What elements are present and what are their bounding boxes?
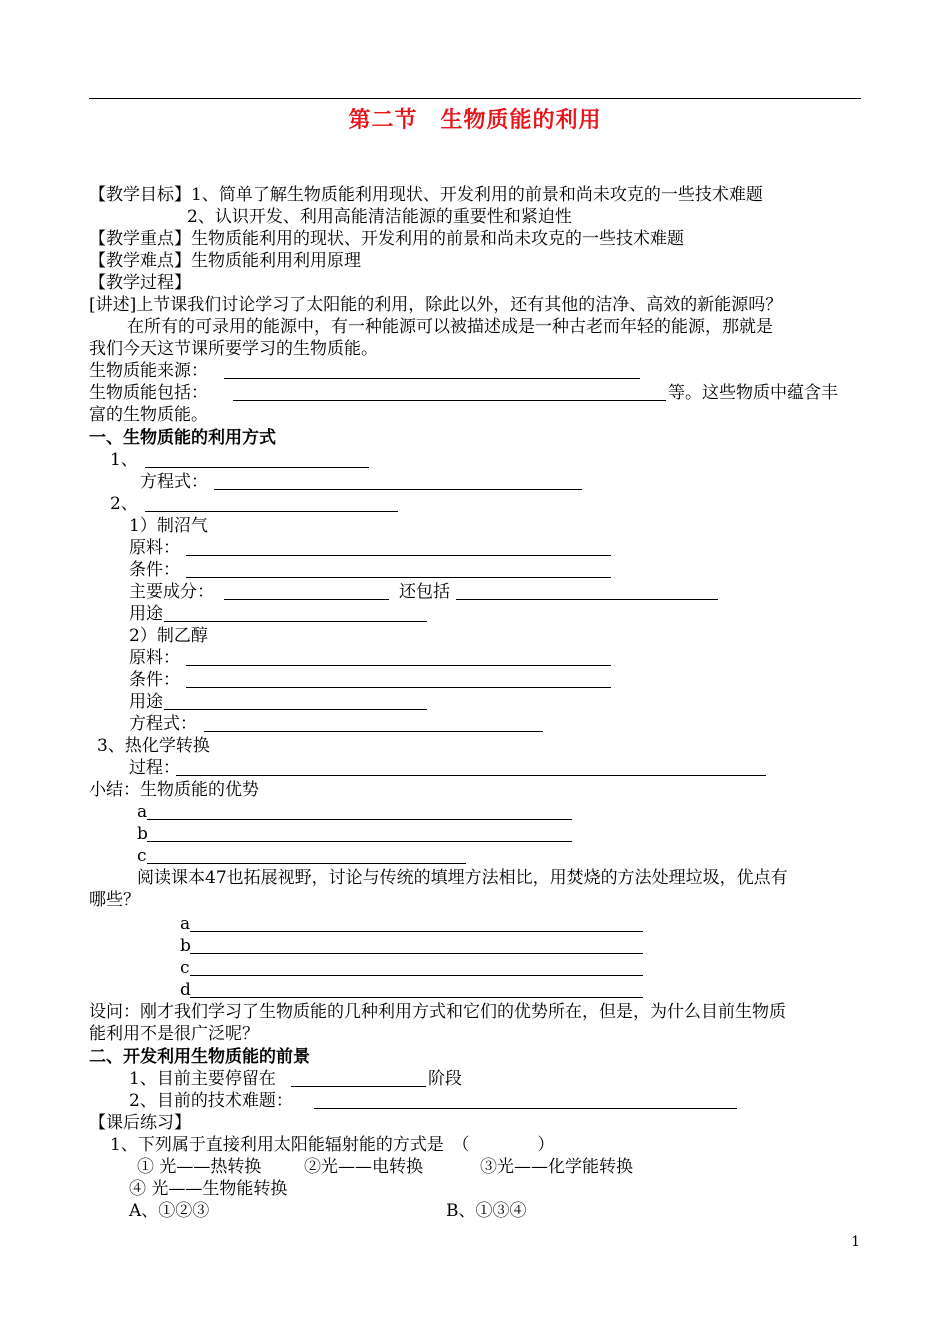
summary-b-label: b	[137, 824, 148, 844]
method-2-blank[interactable]	[145, 511, 398, 512]
biogas-condition-blank[interactable]	[186, 577, 611, 578]
equation-1-blank[interactable]	[214, 489, 582, 490]
summary-a-label: a	[137, 802, 148, 822]
intro-paragraph-line-2: 我们今天这节课所要学习的生物质能。	[89, 339, 378, 359]
teaching-process-heading: 【教学过程】	[89, 273, 191, 293]
summary-c-blank[interactable]	[147, 863, 466, 864]
reading-d-label: d	[180, 980, 191, 1000]
biogas-use-label: 用途	[129, 604, 163, 624]
biomass-include-blank[interactable]	[233, 400, 666, 401]
biomass-include-tail: 等。这些物质中蕴含丰	[668, 383, 838, 403]
biogas-use-blank[interactable]	[164, 621, 427, 622]
ethanol-condition-label: 条件：	[129, 670, 180, 690]
option-4: ④ 光——生物能转换	[129, 1179, 288, 1199]
reading-c-label: c	[180, 958, 190, 978]
reading-d-blank[interactable]	[190, 997, 643, 998]
ethanol-raw-label: 原料：	[129, 648, 180, 668]
section-2-heading: 二、开发利用生物质能的前景	[89, 1047, 310, 1067]
equation-2-label: 方程式：	[129, 714, 197, 734]
homework-heading: 【课后练习】	[89, 1113, 191, 1133]
lecture-paragraph: [讲述]上节课我们讨论学习了太阳能的利用，除此以外，还有其他的洁净、高效的新能源吗？	[89, 295, 783, 315]
reading-a-label: a	[180, 914, 191, 934]
method-1-blank[interactable]	[145, 467, 369, 468]
summary-a-blank[interactable]	[147, 819, 572, 820]
question-paragraph-line-2: 能利用不是很广泛呢？	[89, 1024, 259, 1044]
ethanol-use-blank[interactable]	[164, 709, 427, 710]
answer-choice-a: A、①②③	[129, 1201, 210, 1221]
page-number: 1	[851, 1234, 860, 1250]
biogas-component-label: 主要成分：	[129, 582, 214, 602]
biogas-raw-label: 原料：	[129, 538, 180, 558]
reading-a-blank[interactable]	[190, 931, 643, 932]
biomass-source-label: 生物质能来源：	[89, 361, 208, 381]
method-1-label: 1、	[110, 450, 138, 470]
equation-1-label: 方程式：	[140, 472, 208, 492]
process-label: 过程：	[129, 758, 180, 778]
summary-heading: 小结：生物质能的优势	[89, 780, 259, 800]
reading-paragraph-line-2: 哪些？	[89, 890, 140, 910]
teaching-goal-1: 【教学目标】1、简单了解生物质能利用现状、开发利用的前景和尚未攻克的一些技术难题	[89, 185, 763, 205]
biogas-raw-blank[interactable]	[186, 555, 611, 556]
question-paragraph-line-1: 设问：刚才我们学习了生物质能的几种利用方式和它们的优势所在，但是，为什么目前生物质	[89, 1002, 786, 1022]
summary-c-label: c	[137, 846, 147, 866]
homework-question-1: 1、下列属于直接利用太阳能辐射能的方式是 （ ）	[110, 1135, 555, 1155]
biogas-heading: 1）制沼气	[129, 516, 208, 536]
option-3: ③光——化学能转换	[480, 1157, 633, 1177]
process-blank[interactable]	[176, 775, 766, 776]
ethanol-use-label: 用途	[129, 692, 163, 712]
biomass-include-line-2: 富的生物质能。	[89, 405, 208, 425]
ethanol-raw-blank[interactable]	[186, 665, 611, 666]
biomass-include-label: 生物质能包括：	[89, 383, 208, 403]
reading-paragraph-line-1: 阅读课本47也拓展视野，讨论与传统的填埋方法相比，用焚烧的方法处理垃圾，优点有	[137, 868, 788, 888]
reading-b-blank[interactable]	[190, 953, 643, 954]
page-title: 第二节 生物质能的利用	[348, 108, 602, 133]
prospect-2-label: 2、目前的技术难题：	[129, 1091, 293, 1111]
biogas-condition-label: 条件：	[129, 560, 180, 580]
prospect-2-blank[interactable]	[314, 1108, 737, 1109]
prospect-1-blank[interactable]	[291, 1086, 426, 1087]
prospect-1-label: 1、目前主要停留在	[129, 1069, 276, 1089]
reading-b-label: b	[180, 936, 191, 956]
section-1-heading: 一、生物质能的利用方式	[89, 428, 276, 448]
equation-2-blank[interactable]	[204, 731, 543, 732]
biogas-also-blank[interactable]	[456, 599, 718, 600]
header-rule	[89, 98, 861, 99]
option-1: ① 光——热转换	[137, 1157, 262, 1177]
ethanol-condition-blank[interactable]	[186, 687, 611, 688]
reading-c-blank[interactable]	[190, 975, 643, 976]
prospect-1-tail: 阶段	[428, 1069, 462, 1089]
biogas-component-blank[interactable]	[224, 599, 389, 600]
summary-b-blank[interactable]	[147, 841, 572, 842]
intro-paragraph-line-1: 在所有的可录用的能源中，有一种能源可以被描述成是一种古老而年轻的能源，那就是	[127, 317, 773, 337]
ethanol-heading: 2）制乙醇	[129, 626, 208, 646]
answer-choice-b: B、①③④	[446, 1201, 527, 1221]
biomass-source-blank[interactable]	[224, 378, 640, 379]
teaching-goal-2: 2、认识开发、利用高能清洁能源的重要性和紧迫性	[187, 207, 572, 227]
teaching-key-point: 【教学重点】生物质能利用的现状、开发利用的前景和尚未攻克的一些技术难题	[89, 229, 684, 249]
biogas-also-label: 还包括	[399, 582, 450, 602]
teaching-difficulty: 【教学难点】生物质能利用利用原理	[89, 251, 361, 271]
method-2-label: 2、	[110, 494, 138, 514]
option-2: ②光——电转换	[304, 1157, 423, 1177]
thermochemical-heading: 3、热化学转换	[97, 736, 210, 756]
